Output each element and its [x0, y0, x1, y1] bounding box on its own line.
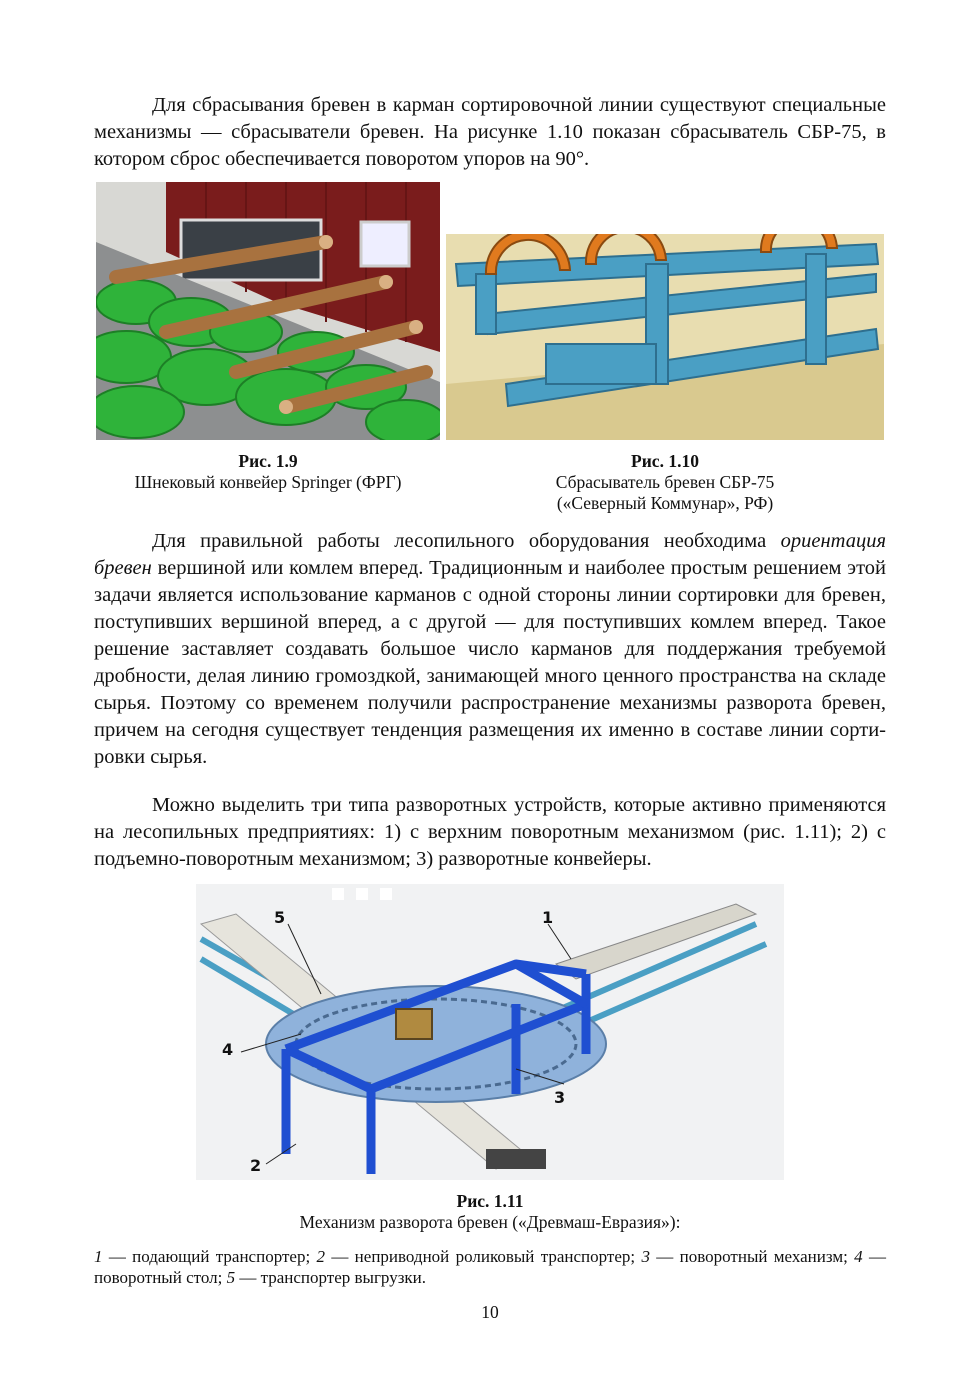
- paragraph-2-text-b: вершиной или комлем вперед. Традиционным и наиболее простым решением этой задачи является использование карманов с одной стороны линии сортировки для бревен, поступивших вершиной вперед, а с другой — для поступивших комлем вперед. Такое решение заставляет создавать большое число карманов для поддержания требуемой дробности, делая линию громоздкой, занимающей много ценного пространства на складе сырья. Поэтому со временем получили распространение механизмы разворота бревен, причем на сегодня существует тенденция размещения их именно в составе линии сортировки сырья.: [94, 557, 886, 768]
- figure-1-11-number: Рис. 1.11: [456, 1191, 524, 1211]
- figure-1-11-diagram: [196, 884, 784, 1180]
- paragraph-3-text: Можно выделить три типа разворотных устройств, которые активно применяются на лесопильных предприятиях: 1) с верхним поворотным механизмом (рис. 1.11); 2) с подъемно-поворотным механизмом; 3) разворотные конвейеры.: [94, 794, 886, 870]
- diagram-label-5: 5: [274, 908, 286, 927]
- paragraph-2-italic-term: ориентация бревен: [94, 530, 886, 579]
- diagram-label-2: 2: [250, 1156, 262, 1175]
- legend-num-3: 3: [641, 1247, 650, 1266]
- paragraph-2-text-a: Для правильной работы лесопильного оборудования необходима: [152, 530, 781, 552]
- legend-text-5: — транспортер выгрузки.: [235, 1268, 427, 1287]
- page-number: 10: [481, 1302, 499, 1322]
- screw-conveyor-illustration: [96, 182, 440, 440]
- figure-1-10-photo: [446, 234, 884, 440]
- figure-1-10-title-line2: («Северный Коммунар», РФ): [556, 493, 774, 513]
- diagram-label-1: 1: [542, 908, 554, 927]
- figure-1-10-title-line1: Сбрасыватель бревен СБР-75: [555, 472, 775, 492]
- diagram-label-3: 3: [554, 1088, 566, 1107]
- figure-1-11-title: Механизм разворота бревен («Древмаш-Евразия»):: [299, 1212, 681, 1232]
- legend-text-3: — поворотный механизм;: [649, 1247, 855, 1266]
- legend-num-2: 2: [316, 1247, 326, 1266]
- paragraph-1-text: Для сбрасывания бревен в карман сортировочной линии существуют специальные механизмы — сбрасыватели бревен. На рисунке 1.10 показан сбрасыватель СБР-75, в котором сброс обеспечивается поворотом упоров на 90°.: [94, 94, 886, 170]
- diagram-label-4: 4: [222, 1040, 234, 1059]
- figure-1-10-number: Рис. 1.10: [631, 451, 699, 471]
- figure-1-9-number: Рис. 1.9: [238, 451, 298, 471]
- legend-text-1: — подающий транспортер;: [102, 1247, 317, 1266]
- figure-1-11-legend: [94, 1246, 886, 1288]
- legend-num-4: 4: [854, 1247, 863, 1266]
- figure-1-9-caption: [96, 451, 440, 493]
- paragraph-1: [94, 92, 886, 173]
- figure-1-11-caption: [196, 1191, 784, 1233]
- log-kicker-illustration: [446, 234, 884, 440]
- legend-text-4: — поворотный стол;: [94, 1247, 887, 1287]
- figure-1-9-photo: [96, 182, 440, 440]
- paragraph-2: [94, 528, 886, 771]
- figure-1-9-title: Шнековый конвейер Springer (ФРГ): [134, 472, 402, 492]
- paragraph-3: [94, 792, 886, 873]
- legend-num-1: 1: [94, 1247, 103, 1266]
- legend-text-2: — неприводной роликовый транспортер;: [325, 1247, 642, 1266]
- legend-num-5: 5: [226, 1268, 236, 1287]
- log-turner-illustration: [196, 884, 784, 1180]
- figure-1-10-caption: [446, 451, 884, 514]
